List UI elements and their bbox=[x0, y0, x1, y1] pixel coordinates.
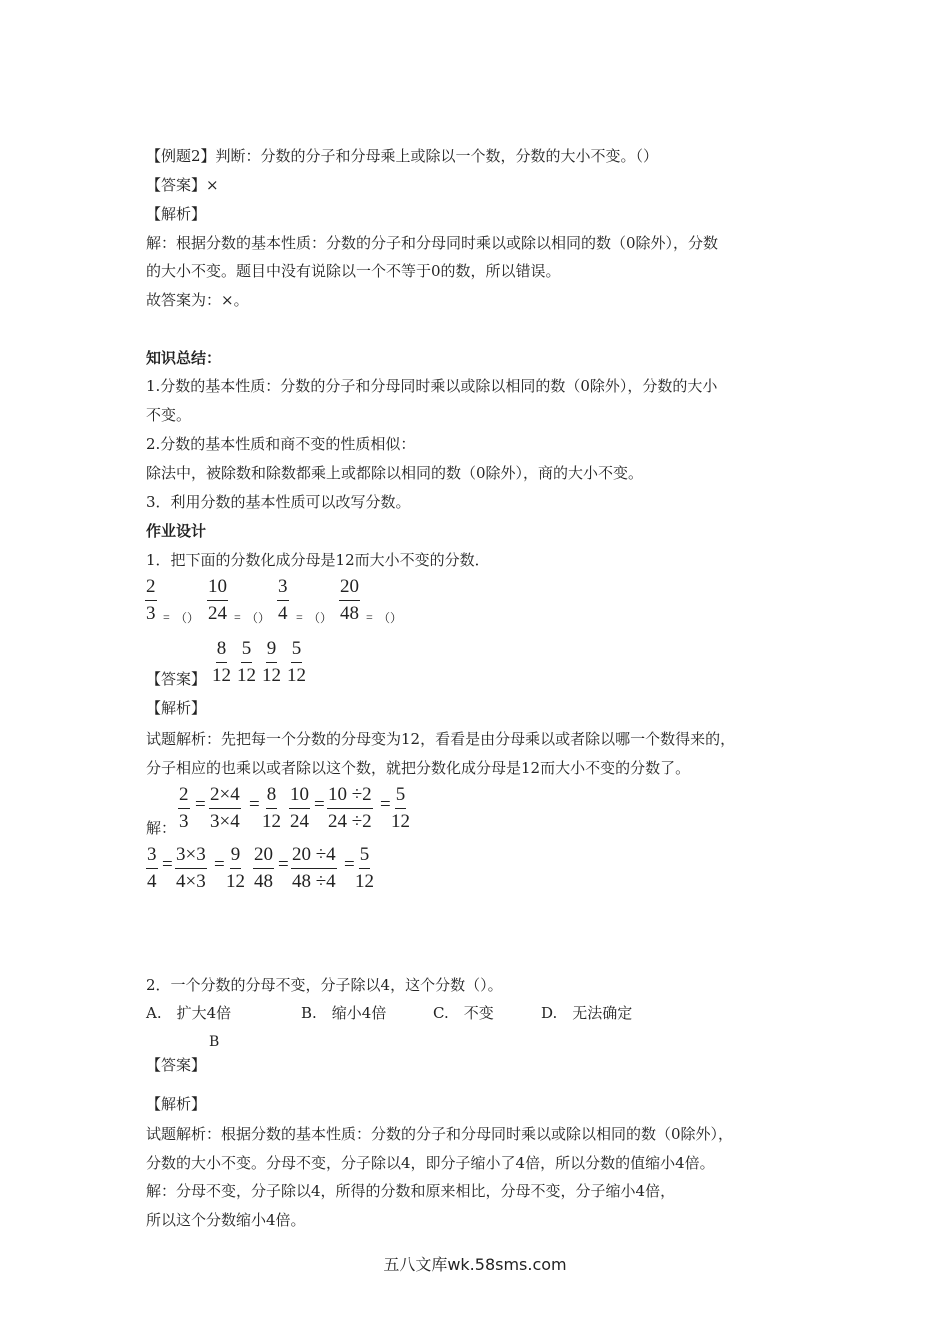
equals-sign: = bbox=[278, 854, 289, 875]
equals-sign: = bbox=[162, 854, 173, 875]
work-fraction bbox=[146, 842, 158, 895]
work-fraction bbox=[178, 782, 190, 835]
example-analysis-line-2: 的大小不变。题目中没有说除以一个不等于0的数，所以错误。 bbox=[146, 262, 561, 280]
fraction-numerator: 5 bbox=[359, 842, 371, 869]
q1-answer-fraction-1 bbox=[212, 636, 231, 689]
fraction-numerator: 10 bbox=[289, 782, 310, 809]
fraction-numerator: 3 bbox=[146, 842, 158, 869]
summary-point-3: 除法中，被除数和除数都乘上或都除以相同的数（0除外），商的大小不变。 bbox=[146, 464, 644, 482]
summary-point-1a: 1.分数的基本性质：分数的分子和分母同时乘以或除以相同的数（0除外），分数的大小 bbox=[146, 377, 718, 395]
q1-solution-label: 解： bbox=[146, 819, 177, 837]
q1-analysis-label: 【解析】 bbox=[146, 699, 207, 717]
fraction-denominator: 4×3 bbox=[176, 871, 206, 892]
q2-analysis-line-2: 分数的大小不变。分母不变，分子除以4，即分子缩小了4倍，所以分数的值缩小4倍。 bbox=[146, 1154, 715, 1172]
q2-option-b: B. 缩小4倍 bbox=[301, 1004, 387, 1022]
fraction-numerator: 20 bbox=[339, 574, 360, 601]
equals-sign: = bbox=[380, 794, 391, 815]
equals-sign: = bbox=[234, 610, 241, 624]
fraction-numerator: 10 ÷2 bbox=[327, 782, 373, 809]
fraction-numerator: 9 bbox=[266, 636, 278, 663]
q1-fraction-3 bbox=[277, 574, 289, 627]
fraction-numerator: 8 bbox=[266, 782, 278, 809]
work-fraction bbox=[391, 782, 410, 835]
q1-answer-fraction-2 bbox=[237, 636, 256, 689]
fraction-denominator: 12 bbox=[262, 665, 281, 686]
q2-analysis-line-1: 试题解析：根据分数的基本性质：分数的分子和分母同时乘以或除以相同的数（0除外）， bbox=[146, 1125, 734, 1143]
summary-title: 知识总结： bbox=[146, 349, 222, 367]
work-fraction bbox=[355, 842, 374, 895]
fraction-numerator: 5 bbox=[395, 782, 407, 809]
footer-watermark: 五八文库wk.58sms.com bbox=[383, 1255, 567, 1274]
fraction-denominator: 24 bbox=[208, 603, 227, 624]
q2-solution-line-2: 所以这个分数缩小4倍。 bbox=[146, 1211, 306, 1229]
answer-blank: （） bbox=[175, 611, 200, 625]
work-fraction bbox=[226, 842, 245, 895]
fraction-denominator: 3×4 bbox=[210, 811, 240, 832]
fraction-denominator: 4 bbox=[147, 871, 157, 892]
fraction-numerator: 20 ÷4 bbox=[291, 842, 337, 869]
q2-text: 2．一个分数的分母不变，分子除以4，这个分数（）。 bbox=[146, 976, 503, 994]
q2-answer-value: B bbox=[209, 1034, 220, 1050]
answer-blank: （） bbox=[246, 611, 271, 625]
q2-option-a: A. 扩大4倍 bbox=[146, 1004, 232, 1022]
summary-point-1b: 不变。 bbox=[146, 406, 192, 424]
fraction-numerator: 20 bbox=[253, 842, 274, 869]
fraction-numerator: 2 bbox=[178, 782, 190, 809]
q2-option-c: C. 不变 bbox=[433, 1004, 494, 1022]
fraction-numerator: 2 bbox=[145, 574, 157, 601]
fraction-denominator: 12 bbox=[262, 811, 281, 832]
q1-answer-fraction-4 bbox=[287, 636, 306, 689]
work-fraction bbox=[262, 782, 281, 835]
q1-analysis-line-1: 试题解析：先把每一个分数的分母变为12，看看是由分母乘以或者除以哪一个数得来的， bbox=[146, 730, 736, 748]
work-fraction bbox=[209, 782, 241, 835]
q1-fraction-4 bbox=[339, 574, 360, 627]
answer-blank: （） bbox=[308, 611, 333, 625]
fraction-denominator: 12 bbox=[212, 665, 231, 686]
q1-answer-label: 【答案】 bbox=[146, 670, 207, 688]
summary-point-2: 2.分数的基本性质和商不变的性质相似： bbox=[146, 435, 416, 453]
fraction-denominator: 48 bbox=[340, 603, 359, 624]
fraction-denominator: 4 bbox=[278, 603, 288, 624]
equals-sign: = bbox=[195, 794, 206, 815]
fraction-numerator: 8 bbox=[216, 636, 228, 663]
homework-title: 作业设计 bbox=[146, 522, 207, 540]
example-analysis-label: 【解析】 bbox=[146, 205, 207, 223]
equals-sign: = bbox=[214, 854, 225, 875]
q2-answer-label: 【答案】 bbox=[146, 1056, 207, 1074]
example-conclusion: 故答案为：×。 bbox=[146, 291, 249, 309]
work-fraction bbox=[175, 842, 207, 895]
work-fraction bbox=[291, 842, 337, 895]
q2-analysis-label: 【解析】 bbox=[146, 1095, 207, 1113]
q2-solution-line-1: 解：分母不变，分子除以4，所得的分数和原来相比，分母不变，分子缩小4倍， bbox=[146, 1182, 676, 1200]
fraction-numerator: 3 bbox=[277, 574, 289, 601]
equals-sign: = bbox=[296, 610, 303, 624]
equals-sign: = bbox=[314, 794, 325, 815]
fraction-denominator: 24 bbox=[290, 811, 309, 832]
q2-option-d: D. 无法确定 bbox=[541, 1004, 633, 1022]
equals-sign: = bbox=[344, 854, 355, 875]
fraction-numerator: 5 bbox=[241, 636, 253, 663]
fraction-denominator: 3 bbox=[179, 811, 189, 832]
q1-text: 1．把下面的分数化成分母是12而大小不变的分数． bbox=[146, 551, 490, 569]
work-fraction bbox=[327, 782, 373, 835]
fraction-numerator: 10 bbox=[207, 574, 228, 601]
q1-answer-fraction-3 bbox=[262, 636, 281, 689]
summary-point-4: 3．利用分数的基本性质可以改写分数。 bbox=[146, 493, 411, 511]
example-answer: 【答案】× bbox=[146, 176, 219, 194]
example-analysis-line-1: 解：根据分数的基本性质：分数的分子和分母同时乘以或除以相同的数（0除外），分数 bbox=[146, 234, 719, 252]
fraction-denominator: 12 bbox=[355, 871, 374, 892]
equals-sign: = bbox=[366, 610, 373, 624]
fraction-denominator: 12 bbox=[226, 871, 245, 892]
fraction-denominator: 12 bbox=[237, 665, 256, 686]
fraction-numerator: 3×3 bbox=[175, 842, 207, 869]
q1-fraction-1 bbox=[145, 574, 157, 627]
fraction-denominator: 48 ÷4 bbox=[292, 871, 336, 892]
fraction-numerator: 2×4 bbox=[209, 782, 241, 809]
fraction-numerator: 9 bbox=[230, 842, 242, 869]
fraction-denominator: 12 bbox=[287, 665, 306, 686]
fraction-denominator: 48 bbox=[254, 871, 273, 892]
equals-sign: = bbox=[163, 610, 170, 624]
work-fraction bbox=[289, 782, 310, 835]
fraction-numerator: 5 bbox=[291, 636, 303, 663]
example-question: 【例题2】判断：分数的分子和分母乘上或除以一个数，分数的大小不变。（） bbox=[146, 147, 659, 165]
q1-analysis-line-2: 分子相应的也乘以或者除以这个数，就把分数化成分母是12而大小不变的分数了。 bbox=[146, 759, 691, 777]
fraction-denominator: 12 bbox=[391, 811, 410, 832]
answer-blank: （） bbox=[378, 611, 403, 625]
fraction-denominator: 24 ÷2 bbox=[328, 811, 372, 832]
fraction-denominator: 3 bbox=[146, 603, 156, 624]
q1-fraction-2 bbox=[207, 574, 228, 627]
equals-sign: = bbox=[249, 794, 260, 815]
work-fraction bbox=[253, 842, 274, 895]
